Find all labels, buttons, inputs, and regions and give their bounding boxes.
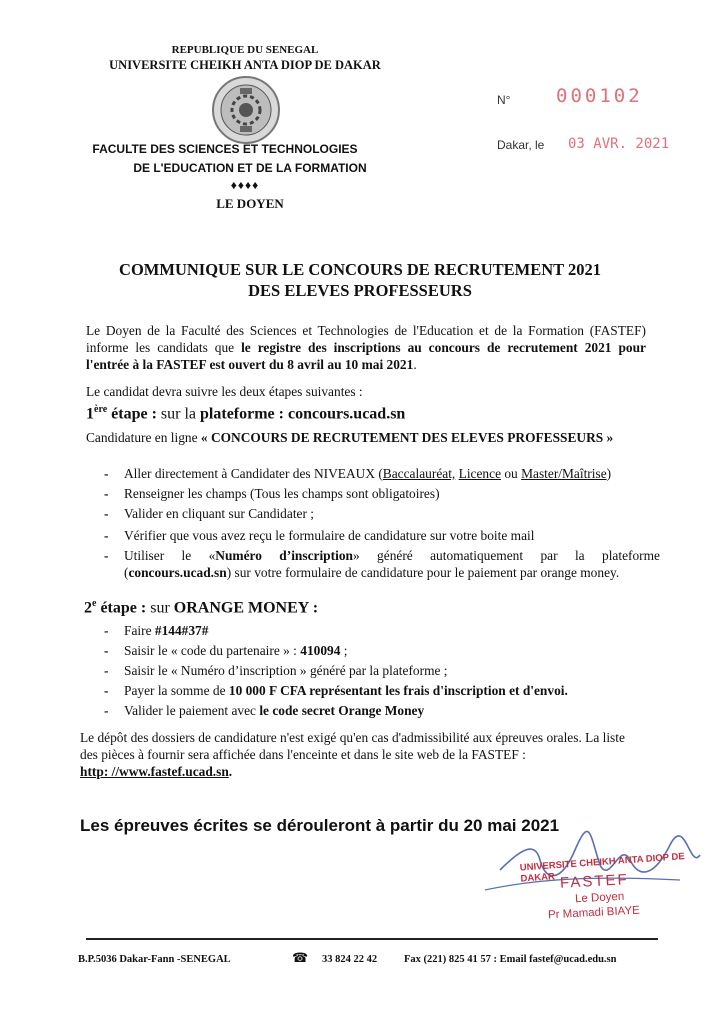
step1-pre: sur la (156, 405, 201, 423)
list-item: - Valider le paiement avec le code secret Orange Money (104, 703, 425, 718)
list-item: - Valider en cliquant sur Candidater ; (104, 506, 315, 521)
signature-stamp-area (480, 830, 710, 930)
intro-line1: Le Doyen de la Faculté des Sciences et Technologies de l'Education et de la Formation (FASTEF) (86, 323, 646, 338)
closing-period: . (228, 764, 233, 779)
step1-platform: plateforme : concours.ucad.sn (200, 405, 406, 423)
date-stamp: 03 AVR. 2021 (568, 136, 670, 152)
intro-paragraph (86, 322, 646, 373)
step2-list (104, 622, 660, 719)
footer-divider (86, 938, 658, 940)
number-label: N° (497, 93, 511, 107)
steps-intro: Le candidat devra suivre les deux étapes suivantes : (86, 384, 363, 399)
university-name: UNIVERSITE CHEIKH ANTA DIOP DE DAKAR (109, 58, 381, 72)
list-item: - Aller directement à Candidater des NIVEAUX (Baccalauréat, Licence ou Master/Maîtrise) (104, 466, 612, 481)
step1-number: 1 (86, 405, 94, 423)
list-item: - Payer la somme de 10 000 F CFA représentant les frais d'inscription et d'envoi. (104, 683, 568, 698)
step1-list (104, 465, 660, 581)
list-item: - Saisir le « code du partenaire » : 410094 ; (104, 643, 348, 658)
ornament-diamonds: ♦♦♦♦ (230, 178, 260, 192)
stamp-line2: FASTEF (559, 871, 630, 892)
step1-candidature (86, 429, 613, 446)
intro-line3 (86, 356, 646, 373)
stamp-line4: Pr Mamadi BIAYE (547, 904, 641, 922)
stamp-line1: UNIVERSITE CHEIKH ANTA DIOP DE DAKAR (519, 851, 686, 885)
candidature-prefix: Candidature en ligne (86, 430, 201, 445)
step2-label: étape : (100, 599, 147, 617)
closing-paragraph (80, 729, 640, 780)
communique-title-line2: DES ELEVES PROFESSEURS (248, 281, 472, 300)
step2-number: 2 (84, 599, 92, 617)
date-label: Dakar, le (497, 138, 545, 152)
candidature-title: « CONCOURS DE RECRUTEMENT DES ELEVES PROFESSEURS » (200, 430, 614, 445)
intro-line2 (86, 339, 646, 356)
intro-period: . (413, 357, 417, 372)
footer-fax-email: Fax (221) 825 41 57 : Email fastef@ucad.edu.sn (404, 954, 617, 965)
communique-title-line1: COMMUNIQUE SUR LE CONCOURS DE RECRUTEMENT 2021 (119, 260, 601, 279)
faculty-name-line2: DE L'EDUCATION ET DE LA FORMATION (133, 161, 367, 175)
fastef-website-link[interactable]: http: //www.fastef.ucad.sn (80, 764, 229, 779)
stamp-line3: Le Doyen (574, 890, 625, 906)
step2-heading (84, 598, 318, 617)
step1-label: étape : (111, 405, 157, 423)
intro-dates: l'entrée à la FASTEF est ouvert du 8 avril au 10 mai 2021 (86, 357, 414, 372)
list-item: - Faire #144#37# (104, 623, 209, 638)
step1-sup: ère (94, 404, 108, 415)
exams-announcement: Les épreuves écrites se dérouleront à partir du 20 mai 2021 (80, 816, 560, 835)
phone-icon: ☎ (292, 950, 309, 965)
step2-sup: e (92, 598, 97, 609)
closing-line2: des pièces à fournir sera affichée dans l'enceinte et dans le site web de la FASTEF : (80, 747, 526, 762)
step1-heading (86, 404, 405, 423)
dean-heading: LE DOYEN (216, 196, 284, 211)
number-stamp: 000102 (556, 85, 643, 107)
republic-label: REPUBLIQUE DU SENEGAL (171, 44, 319, 56)
intro-text: informe les candidats que (86, 340, 242, 355)
intro-bold: le registre des inscriptions au concours de recrutement 2021 pour (241, 340, 646, 355)
closing-line1: Le dépôt des dossiers de candidature n'est exigé qu'en cas d'admissibilité aux épreuves orales. La liste (80, 730, 625, 745)
closing-line3 (80, 763, 640, 780)
list-item: - Saisir le « Numéro d’inscription » généré par la plateforme ; (104, 663, 448, 678)
footer-phone: 33 824 22 42 (322, 954, 378, 965)
university-seal-logo (210, 74, 282, 146)
list-item: - Renseigner les champs (Tous les champs sont obligatoires) (104, 486, 440, 501)
step2-brand: ORANGE MONEY : (173, 599, 319, 617)
list-item: - Vérifier que vous avez reçu le formulaire de candidature sur votre boite mail (104, 528, 535, 543)
footer-address: B.P.5036 Dakar-Fann -SENEGAL (78, 954, 231, 965)
step2-pre: sur (146, 599, 174, 617)
list-item: - Utiliser le «Numéro d’inscription» généré automatiquement par la plateforme (concours.ucad.sn) sur votre formulaire de candidature pour le paiement par orange money. (104, 548, 660, 580)
faculty-name-line1: FACULTE DES SCIENCES ET TECHNOLOGIES (92, 142, 358, 156)
